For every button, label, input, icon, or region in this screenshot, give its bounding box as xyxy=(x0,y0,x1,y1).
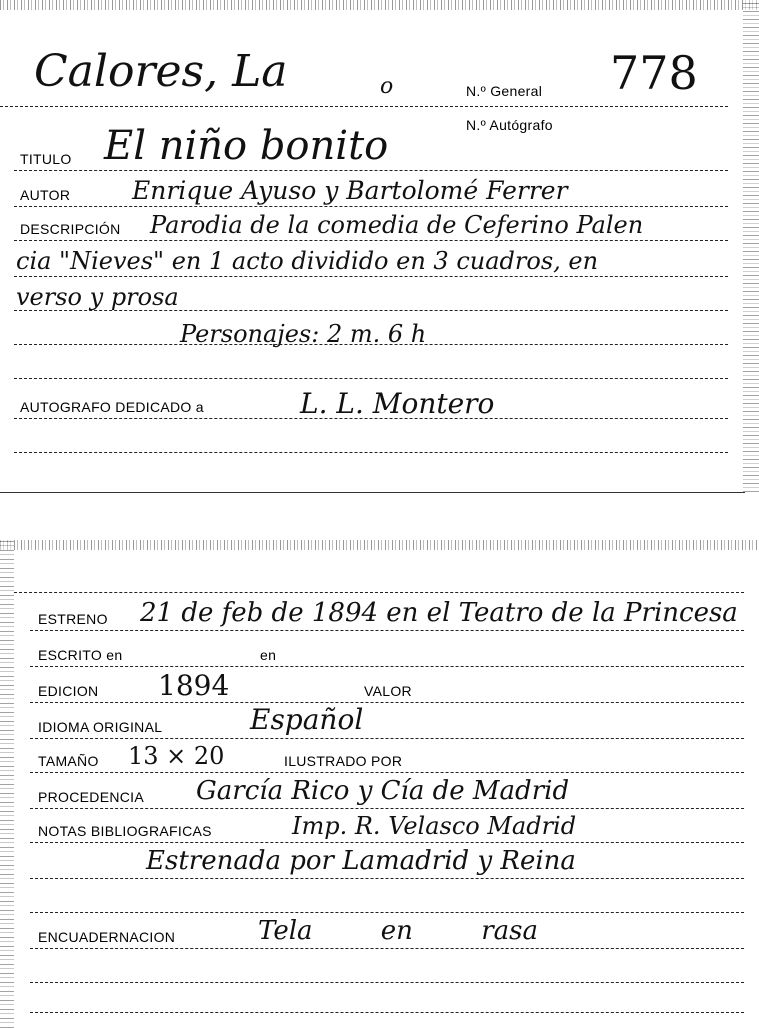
characters-line: Personajes: 2 m. 6 h xyxy=(180,320,427,348)
illustrated-label: ILUSTRADO POR xyxy=(284,753,403,769)
dedicated-value: L. L. Montero xyxy=(300,387,495,420)
written-label: ESCRITO en xyxy=(38,647,123,663)
edition-label: EDICION xyxy=(38,683,99,699)
rule-b13 xyxy=(30,1012,744,1013)
rule-7 xyxy=(14,344,728,345)
notes-line-1: Imp. R. Velasco Madrid xyxy=(292,812,577,840)
rule-b11 xyxy=(30,948,744,949)
size-value: 13 × 20 xyxy=(128,742,225,770)
entry-title: Calores, La xyxy=(34,46,288,97)
rule-1 xyxy=(0,106,728,107)
provenance-value: García Rico y Cía de Madrid xyxy=(196,776,570,806)
rule-b3 xyxy=(30,666,744,667)
rule-8 xyxy=(14,378,728,379)
rule-10 xyxy=(14,452,728,453)
rule-4 xyxy=(14,240,728,241)
notes-line-2: Estrenada por Lamadrid y Reina xyxy=(146,846,576,876)
value-label: VALOR xyxy=(364,683,412,699)
language-label: IDIOMA ORIGINAL xyxy=(38,719,163,735)
language-value: Español xyxy=(250,703,364,736)
binding-label: ENCUADERNACION xyxy=(38,929,176,945)
rule-5 xyxy=(14,276,728,277)
rule-b8 xyxy=(30,842,744,843)
premiere-label: ESTRENO xyxy=(38,611,108,627)
description-line-1: Parodia de la comedia de Ceferino Palen xyxy=(150,211,644,239)
rule-3 xyxy=(14,206,728,207)
rule-9 xyxy=(14,418,728,419)
binding-value: Tela en rasa xyxy=(258,916,538,946)
edition-value: 1894 xyxy=(158,669,230,702)
catalog-card-back xyxy=(0,538,759,1028)
rule-b5 xyxy=(30,738,744,739)
autograph-number-label: N.º Autógrafo xyxy=(466,117,553,133)
description-label: DESCRIPCIÓN xyxy=(20,221,121,237)
notes-label: NOTAS BIBLIOGRAFICAS xyxy=(38,823,212,839)
author-value: Enrique Ayuso y Bartolomé Ferrer xyxy=(132,176,568,205)
card-cut-line xyxy=(0,492,745,493)
description-line-2: cia "Nieves" en 1 acto dividido en 3 cuadros, en xyxy=(16,247,599,275)
written-in-label: en xyxy=(260,647,277,663)
premiere-value: 21 de feb de 1894 en el Teatro de la Princesa xyxy=(140,598,738,628)
rule-b2 xyxy=(30,630,744,631)
scan-edge-right xyxy=(743,0,759,492)
rule-b12 xyxy=(30,982,744,983)
provenance-label: PROCEDENCIA xyxy=(38,789,144,805)
rule-2 xyxy=(14,170,728,171)
rule-b7 xyxy=(30,808,744,809)
title-value: El niño bonito xyxy=(104,123,389,169)
rule-b10 xyxy=(30,912,744,913)
catalog-card-front xyxy=(0,0,759,492)
entry-mark: o xyxy=(380,74,394,99)
size-label: TAMAÑO xyxy=(38,753,99,769)
dedicated-label: AUTOGRAFO DEDICADO a xyxy=(20,399,204,415)
author-label: AUTOR xyxy=(20,187,71,203)
general-number-label: N.º General xyxy=(466,83,543,99)
title-label: TITULO xyxy=(20,151,72,167)
rule-b6 xyxy=(30,772,744,773)
description-line-3: verso y prosa xyxy=(16,283,179,311)
rule-b4 xyxy=(30,702,744,703)
scan-edge-top xyxy=(0,540,759,550)
rule-b1 xyxy=(14,592,744,593)
rule-6 xyxy=(14,310,728,311)
scan-edge-top xyxy=(0,0,759,10)
rule-b9 xyxy=(30,878,744,879)
scan-edge-left xyxy=(0,538,14,1028)
general-number: 778 xyxy=(610,46,698,100)
